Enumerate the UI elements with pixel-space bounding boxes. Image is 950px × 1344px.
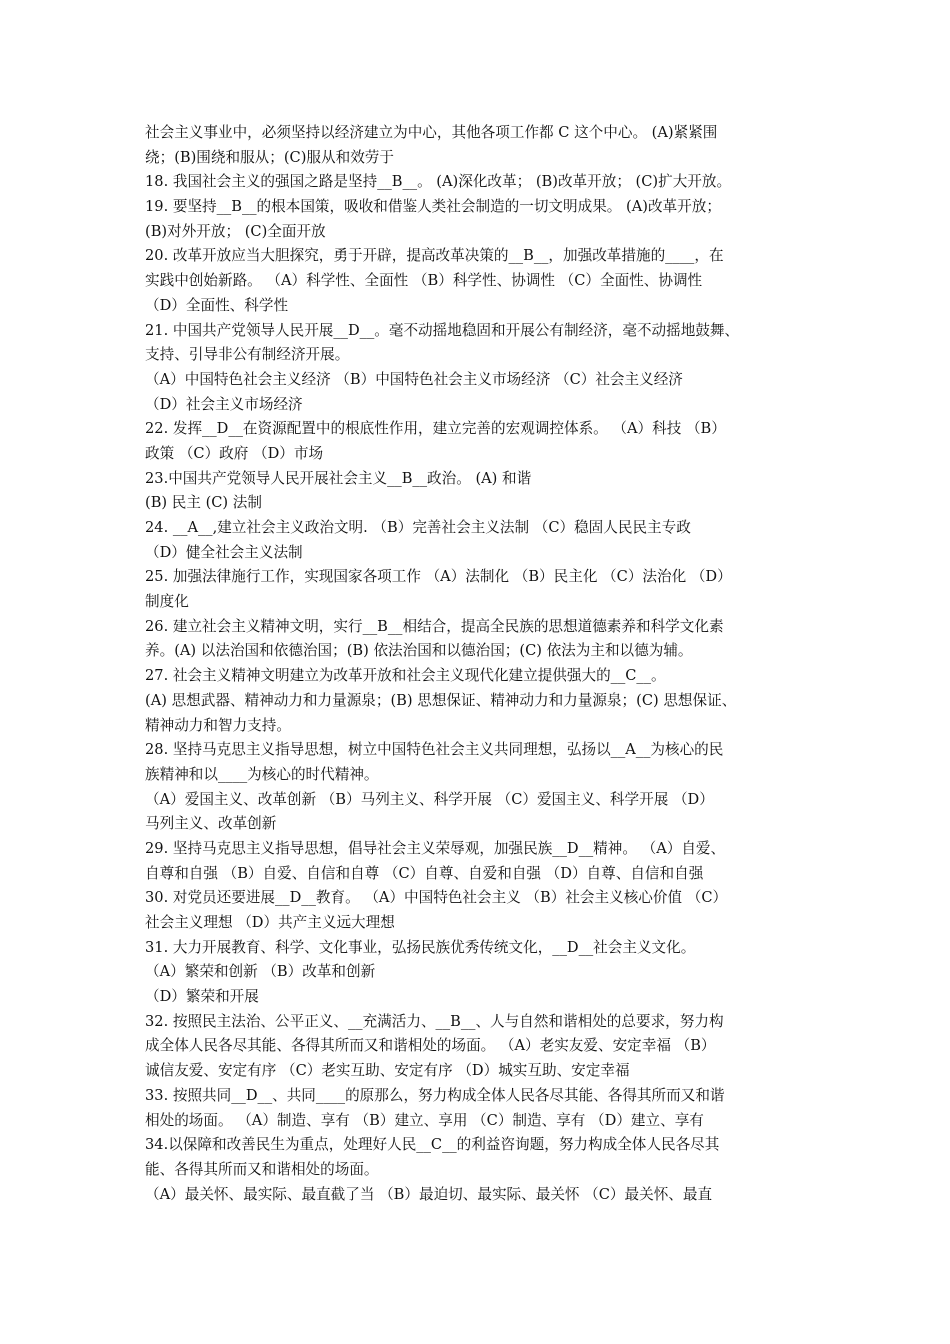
question-19: 19. 要坚持__B__的根本国策，吸收和借鉴人类社会制造的一切文明成果。 (A)改革开放； bbox=[145, 198, 721, 216]
question-30: 30. 对党员还要进展__D__教育。 （A）中国特色社会主义 （B）社会主义核心价值 （C） bbox=[145, 889, 728, 907]
text-line: 成全体人民各尽其能、各得其所而又和谐相处的场面。 （A）老实友爱、安定幸福 （B） bbox=[145, 1037, 716, 1055]
text-line: （D）繁荣和开展 bbox=[145, 988, 259, 1006]
question-26: 26. 建立社会主义精神文明，实行__B__相结合，提高全民族的思想道德素养和科学文化素 bbox=[145, 617, 724, 635]
text-line: （A）繁荣和创新 （B）改革和创新 bbox=[145, 963, 376, 981]
text-line: 精神动力和智力支持。 bbox=[145, 716, 291, 734]
text-line: 相处的场面。 （A）制造、享有 （B）建立、享用 （C）制造、享有 （D）建立、享有 bbox=[145, 1111, 704, 1129]
text-line: 马列主义、改革创新 bbox=[145, 815, 277, 833]
text-line: 实践中创始新路。 （A）科学性、全面性 （B）科学性、协调性 （C）全面性、协调性 bbox=[145, 272, 703, 290]
document-page bbox=[145, 121, 813, 1207]
text-line: 养。(A) 以法治国和依德治国；(B) 依法治国和以德治国；(C) 依法为主和以德为辅。 bbox=[145, 642, 693, 660]
text-line: (B)对外开放； (C)全面开放 bbox=[145, 222, 326, 240]
question-33: 33. 按照共同__D__、共同____的原那么，努力构成全体人民各尽其能、各得其所而又和谐 bbox=[145, 1086, 725, 1104]
text-line: 制度化 bbox=[145, 593, 189, 611]
question-18: 18. 我国社会主义的强国之路是坚持__B__。 (A)深化改革； (B)改革开放； (C)扩大开放。 bbox=[145, 173, 732, 191]
text-line: 绕；(B)围绕和服从；(C)服从和效劳于 bbox=[145, 148, 394, 166]
question-28: 28. 坚持马克思主义指导思想，树立中国特色社会主义共同理想，弘扬以__A__为核心的民 bbox=[145, 741, 724, 759]
text-line: （D）全面性、科学性 bbox=[145, 296, 289, 314]
text-line: （A）中国特色社会主义经济 （B）中国特色社会主义市场经济 （C）社会主义经济 bbox=[145, 370, 683, 388]
text-line: （A）最关怀、最实际、最直截了当 （B）最迫切、最实际、最关怀 （C）最关怀、最直 bbox=[145, 1185, 713, 1203]
question-32: 32. 按照民主法治、公平正义、__充满活力、__B__、人与自然和谐相处的总要求，努力构 bbox=[145, 1012, 724, 1030]
question-23: 23.中国共产党领导人民开展社会主义__B__政治。 (A) 和谐 bbox=[145, 469, 532, 487]
text-line: 族精神和以____为核心的时代精神。 bbox=[145, 765, 379, 783]
text-line: （A）爱国主义、改革创新 （B）马列主义、科学开展 （C）爱国主义、科学开展 （D） bbox=[145, 790, 714, 808]
question-27: 27. 社会主义精神文明建立为改革开放和社会主义现代化建立提供强大的__C__。 bbox=[145, 667, 666, 685]
question-29: 29. 坚持马克思主义指导思想，倡导社会主义荣辱观，加强民族__D__精神。 （A）自爱、 bbox=[145, 839, 726, 857]
text-line: 支持、引导非公有制经济开展。 bbox=[145, 346, 350, 364]
text-line: 自尊和自强 （B）自爱、自信和自尊 （C）自尊、自爱和自强 （D）自尊、自信和自强 bbox=[145, 864, 704, 882]
question-24: 24. __A__,建立社会主义政治文明. （B）完善社会主义法制 （C）稳固人民民主专政 bbox=[145, 519, 691, 536]
question-21: 21. 中国共产党领导人民开展__D__。毫不动摇地稳固和开展公有制经济，毫不动摇地鼓舞、 bbox=[145, 321, 740, 339]
question-34: 34.以保障和改善民生为重点，处理好人民__C__的利益咨询题，努力构成全体人民各尽其 bbox=[145, 1136, 720, 1154]
text-line: 社会主义事业中，必须坚持以经济建立为中心，其他各项工作都 C 这个中心。 (A)紧紧围 bbox=[145, 124, 718, 141]
text-line: （D）健全社会主义法制 bbox=[145, 543, 303, 561]
question-31: 31. 大力开展教育、科学、文化事业，弘扬民族优秀传统文化，__D__社会主义文化。 bbox=[145, 938, 696, 956]
question-25: 25. 加强法律施行工作，实现国家各项工作 （A）法制化 （B）民主化 （C）法治化 （D） bbox=[145, 568, 732, 586]
text-line: (B) 民主 (C) 法制 bbox=[145, 494, 262, 512]
text-line: (A) 思想武器、精神动力和力量源泉；(B) 思想保证、精神动力和力量源泉；(C) 思想保证、 bbox=[145, 691, 737, 709]
text-line: （D）社会主义市场经济 bbox=[145, 395, 303, 413]
text-line: 诚信友爱、安定有序 （C）老实互助、安定有序 （D）城实互助、安定幸福 bbox=[145, 1062, 630, 1080]
text-line: 社会主义理想 （D）共产主义远大理想 bbox=[145, 914, 395, 931]
text-line: 能、各得其所而又和谐相处的场面。 bbox=[145, 1160, 379, 1178]
question-20: 20. 改革开放应当大胆探究，勇于开辟，提高改革决策的__B__，加强改革措施的____，在 bbox=[145, 247, 724, 265]
question-22: 22. 发挥__D__在资源配置中的根底性作用，建立完善的宏观调控体系。 （A）科技 （B） bbox=[145, 420, 726, 438]
text-line: 政策 （C）政府 （D）市场 bbox=[145, 444, 324, 462]
